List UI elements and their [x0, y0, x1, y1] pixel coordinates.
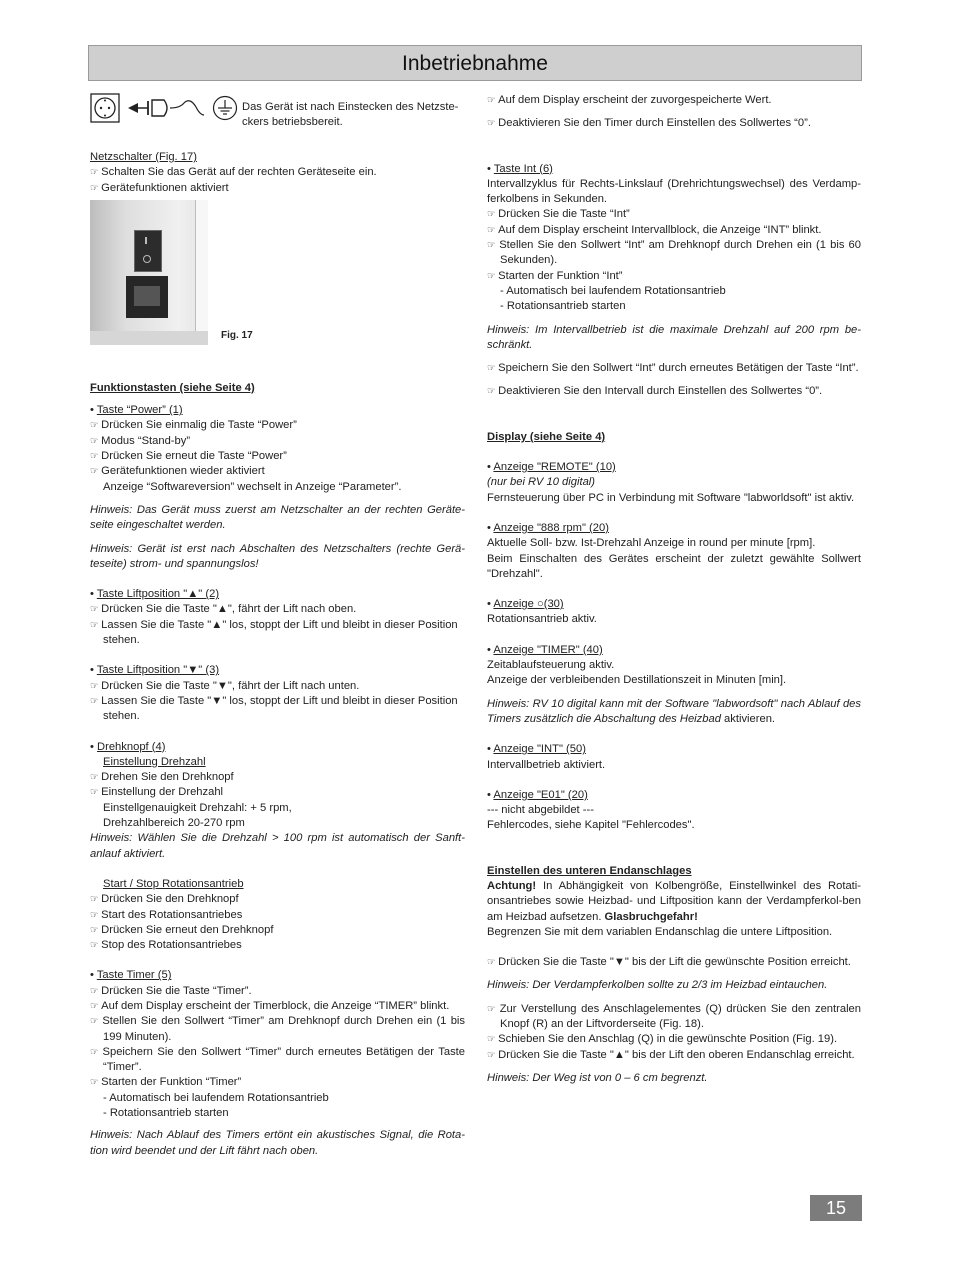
- left-column: [90, 93, 465, 1159]
- e01-text: --- nicht abgebildet ---: [487, 804, 594, 817]
- power-socket-icon: [90, 93, 120, 123]
- list-item: ☞ Drücken Sie erneut den Drehknopf: [90, 923, 274, 936]
- intro-text: Das Gerät ist nach Einstecken des Netzste-ckers betriebsbereit.: [242, 101, 459, 129]
- list-item: ☞ Einstellung der Drehzahl: [90, 786, 224, 799]
- hand-pointer-icon: ☞: [90, 924, 102, 936]
- hand-pointer-icon: ☞: [90, 466, 102, 478]
- list-item: ☞ Deaktivieren Sie den Intervall durch Einstellen des Sollwertes “0”.: [487, 385, 823, 398]
- timer-heading: • Taste Timer (5): [90, 969, 172, 982]
- list-item: ☞ Schalten Sie das Gerät auf der rechten Geräteseite ein.: [90, 166, 377, 179]
- hand-pointer-icon: ☞: [90, 1046, 103, 1058]
- list-item: ☞ Auf dem Display erscheint Intervallblock, die Anzeige “INT” blinkt.: [487, 223, 822, 236]
- hand-pointer-icon: ☞: [487, 240, 500, 252]
- e01-text: Fehlercodes, siehe Kapitel "Fehlercodes".: [487, 819, 695, 832]
- hand-pointer-icon: ☞: [90, 787, 102, 799]
- rpm-text: Beim Einschalten des Gerätes erscheint der zuletzt gewählte Sollwert "Drehzahl".: [487, 552, 861, 580]
- hand-pointer-icon: ☞: [90, 167, 102, 179]
- hand-pointer-icon: ☞: [487, 270, 499, 282]
- list-item: ☞ Gerätefunktionen aktiviert: [90, 181, 229, 194]
- figure-17: [90, 200, 465, 345]
- list-item: ☞ Stellen Sie den Sollwert “Int” am Drehknopf durch Drehen ein (1 bis 60 Sekunden).: [487, 239, 861, 267]
- hand-pointer-icon: ☞: [90, 772, 102, 784]
- note: Hinweis: Im Intervallbetrieb ist die maximale Drehzahl auf 200 rpm be-schränkt.: [487, 323, 861, 351]
- sub-line: - Rotationsantrieb starten: [103, 1107, 229, 1120]
- list-item: ☞ Drehen Sie den Drehknopf: [90, 771, 234, 784]
- figure-caption: Fig. 17: [221, 329, 253, 341]
- sub-line: Drehzahlbereich 20-270 rpm: [103, 817, 245, 830]
- hand-pointer-icon: ☞: [90, 985, 102, 997]
- rotation-circle-icon: ○: [536, 598, 544, 611]
- hand-pointer-icon: ☞: [90, 1000, 102, 1012]
- section-heading-endanschlag: Einstellen des unteren Endanschlages: [487, 864, 692, 877]
- list-item: ☞ Stellen Sie den Sollwert “Timer” am Drehknopf durch Drehen ein (1 bis 199 Minuten).: [90, 1015, 465, 1043]
- int-heading: • Taste Int (6): [487, 162, 553, 175]
- knob-heading: • Drehknopf (4): [90, 740, 166, 753]
- warning-text: Achtung! In Abhängigkeit von Kolbengröße, Einstellwinkel des Rotati-onsantriebes sowie Heizbad- und Liftposition kann der Verdampferkol-ben am Heizbad aufsetzen. Glasbruchgefahr!: [487, 879, 861, 923]
- list-item: ☞ Modus “Stand-by”: [90, 434, 191, 447]
- lift-up-heading: • Taste Liftposition "▲" (2): [90, 588, 220, 601]
- list-item: ☞ Stop des Rotationsantriebes: [90, 939, 242, 952]
- hand-pointer-icon: ☞: [487, 1049, 499, 1061]
- hand-pointer-icon: ☞: [487, 118, 499, 130]
- hand-pointer-icon: ☞: [90, 1016, 103, 1028]
- remote-text: Fernsteuerung über PC in Verbindung mit Software "labworldsoft" ist aktiv.: [487, 491, 855, 504]
- intro-block: [90, 93, 465, 141]
- e01-heading: • Anzeige "E01" (20): [487, 788, 588, 801]
- sub-line: - Automatisch bei laufendem Rotationsantrieb: [500, 284, 726, 297]
- list-item: ☞ Drücken Sie die Taste "▼", fährt der Lift nach unten.: [90, 679, 360, 692]
- list-item: ☞ Schieben Sie den Anschlag (Q) in die gewünschte Position (Fig. 19).: [487, 1033, 838, 1046]
- hand-pointer-icon: ☞: [90, 604, 102, 616]
- rpm-text: Aktuelle Soll- bzw. Ist-Drehzahl Anzeige in round per minute [rpm].: [487, 537, 816, 550]
- start-stop-heading: Start / Stop Rotationsantrieb: [103, 877, 244, 890]
- list-item: ☞ Drücken Sie die Taste "▲", fährt der Lift nach oben.: [90, 603, 357, 616]
- hand-pointer-icon: ☞: [90, 909, 102, 921]
- list-item: ☞ Drücken Sie die Taste “Timer”.: [90, 984, 252, 997]
- sub-line: - Rotationsantrieb starten: [500, 300, 626, 313]
- hand-pointer-icon: ☞: [90, 695, 102, 707]
- timer-display-text: Anzeige der verbleibenden Destillationszeit in Minuten [min].: [487, 674, 787, 687]
- hand-pointer-icon: ☞: [487, 957, 499, 969]
- right-column: [487, 93, 861, 1086]
- list-item: ☞ Starten der Funktion “Int”: [487, 269, 623, 282]
- hand-pointer-icon: ☞: [90, 451, 102, 463]
- list-item: ☞ Drücken Sie einmalig die Taste “Power”: [90, 419, 297, 432]
- power-switch: [134, 230, 162, 272]
- int-description: Intervallzyklus für Rechts-Linkslauf (Drehrichtungswechsel) des Verdamp-ferkolbens in Sekunden.: [487, 177, 861, 206]
- stop-text: Begrenzen Sie mit dem variablen Endanschlag die untere Liftposition.: [487, 925, 833, 938]
- note: Hinweis: Gerät ist erst nach Abschalten des Netzschalters (rechte Gerä-teseite) strom- und spannungslos!: [90, 542, 465, 570]
- power-inlet: [126, 276, 168, 318]
- ground-icon: [212, 95, 238, 121]
- knob-sub-heading: Einstellung Drehzahl: [103, 755, 206, 768]
- list-item: ☞ Auf dem Display erscheint der zuvorgespeicherte Wert.: [487, 94, 772, 106]
- sub-line: Anzeige “Softwareversion” wechselt in Anzeige “Parameter”.: [103, 480, 402, 493]
- page-number: 15: [810, 1195, 862, 1221]
- list-item: ☞ Lassen Sie die Taste "▲" los, stoppt der Lift und bleibt in dieser Position stehen.: [90, 618, 458, 647]
- device-switch-photo: [90, 200, 208, 345]
- note: Hinweis: Wählen Sie die Drehzahl > 100 rpm ist automatisch der Sanft-anlauf aktiviert.: [90, 832, 465, 860]
- note: Hinweis: Der Verdampferkolben sollte zu 2/3 im Heizbad eintauchen.: [487, 979, 828, 992]
- list-item: ☞ Drücken Sie die Taste “Int”: [487, 208, 630, 221]
- hand-pointer-icon: ☞: [90, 894, 102, 906]
- section-heading-funktionstasten: Funktionstasten (siehe Seite 4): [90, 381, 255, 394]
- list-item: ☞ Starten der Funktion “Timer”: [90, 1076, 242, 1089]
- list-item: ☞ Auf dem Display erscheint der Timerblock, die Anzeige “TIMER” blinkt.: [90, 999, 450, 1012]
- hand-pointer-icon: ☞: [90, 940, 102, 952]
- rotation-text: Rotationsantrieb aktiv.: [487, 613, 597, 626]
- list-item: ☞ Speichern Sie den Sollwert “Int” durch erneutes Betätigen der Taste “Int”.: [487, 362, 859, 375]
- hand-pointer-icon: ☞: [90, 619, 102, 631]
- lift-down-heading: • Taste Liftposition "▼" (3): [90, 664, 220, 677]
- page-header: [88, 45, 862, 81]
- hand-pointer-icon: ☞: [487, 224, 499, 236]
- hand-pointer-icon: ☞: [90, 680, 102, 692]
- list-item: ☞ Drücken Sie erneut die Taste “Power”: [90, 450, 287, 463]
- list-item: ☞ Deaktivieren Sie den Timer durch Einstellen des Sollwertes “0”.: [487, 117, 811, 130]
- hand-pointer-icon: ☞: [487, 1034, 499, 1046]
- timer-display-text: Zeitablaufsteuerung aktiv.: [487, 659, 615, 672]
- list-item: ☞ Speichern Sie den Sollwert “Timer” durch erneutes Betätigen der Taste “Timer”.: [90, 1045, 465, 1074]
- intro-icons: [90, 93, 242, 123]
- list-item: ☞ Zur Verstellung des Anschlagelementes (Q) drücken Sie den zentralen Knopf (R) an der Liftvorderseite (Fig. 18).: [487, 1002, 862, 1031]
- remote-heading: • Anzeige "REMOTE" (10): [487, 461, 616, 474]
- plug-icon: [126, 93, 206, 123]
- int-display-text: Intervallbetrieb aktiviert.: [487, 758, 606, 771]
- hand-pointer-icon: ☞: [90, 420, 102, 432]
- hand-pointer-icon: ☞: [487, 1003, 500, 1015]
- section-heading-display: Display (siehe Seite 4): [487, 430, 606, 443]
- hand-pointer-icon: ☞: [90, 435, 102, 447]
- note: Hinweis: Der Weg ist von 0 – 6 cm begrenzt.: [487, 1071, 708, 1084]
- list-item: ☞ Start des Rotationsantriebes: [90, 908, 243, 921]
- hand-pointer-icon: ☞: [487, 363, 499, 375]
- hand-pointer-icon: ☞: [487, 386, 499, 398]
- hand-pointer-icon: ☞: [487, 209, 499, 221]
- hand-pointer-icon: ☞: [90, 182, 102, 194]
- list-item: ☞ Gerätefunktionen wieder aktiviert: [90, 465, 265, 478]
- timer-display-heading: • Anzeige "TIMER" (40): [487, 643, 603, 656]
- note: Hinweis: Das Gerät muss zuerst am Netzschalter an der rechten Geräte-seite eingeschaltet werden.: [90, 503, 465, 532]
- rpm-heading: • Anzeige "888 rpm" (20): [487, 521, 609, 534]
- rotation-heading: • Anzeige ○(30): [487, 598, 564, 611]
- hand-pointer-icon: ☞: [90, 1077, 102, 1089]
- page-title: Inbetriebnahme: [402, 52, 548, 75]
- list-item: ☞ Drücken Sie die Taste "▼" bis der Lift die gewünschte Position erreicht.: [487, 956, 851, 969]
- remote-note: (nur bei RV 10 digital): [487, 476, 595, 489]
- note: Hinweis: RV 10 digital kann mit der Software "labwordsoft" nach Ablauf des Timers zusätzlich die Abschaltung des Heizbad aktivieren.: [487, 697, 861, 725]
- list-item: ☞ Drücken Sie die Taste "▲" bis der Lift den oberen Endanschlag erreicht.: [487, 1048, 855, 1061]
- power-heading: • Taste “Power” (1): [90, 404, 183, 417]
- list-item: ☞ Lassen Sie die Taste "▼" los, stoppt der Lift und bleibt in dieser Position stehen.: [90, 694, 458, 723]
- sub-line: - Automatisch bei laufendem Rotationsantrieb: [103, 1091, 329, 1104]
- list-item: ☞ Drücken Sie den Drehknopf: [90, 893, 239, 906]
- hand-pointer-icon: ☞: [487, 95, 499, 106]
- int-display-heading: • Anzeige "INT" (50): [487, 743, 586, 756]
- sub-line: Einstellgenauigkeit Drehzahl: + 5 rpm,: [103, 801, 292, 814]
- note: Hinweis: Nach Ablauf des Timers ertönt ein akustisches Signal, die Rota-tion wird beendet und der Lift fährt nach oben.: [90, 1129, 465, 1157]
- netzschalter-heading: Netzschalter (Fig. 17): [90, 151, 197, 163]
